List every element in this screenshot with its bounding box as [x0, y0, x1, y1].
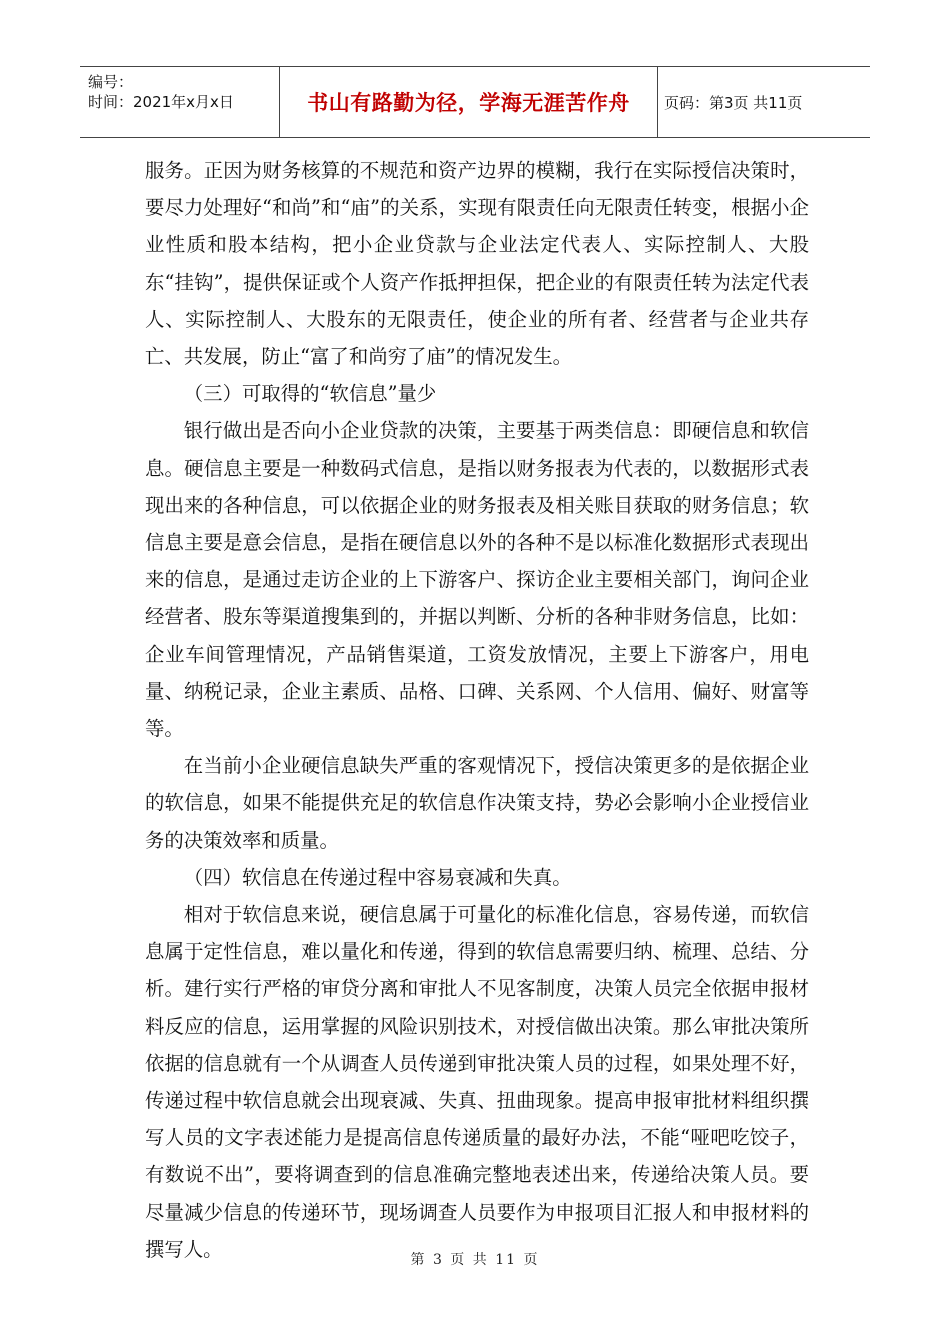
document-time-label: 时间：2021年x月x日: [88, 93, 234, 111]
body-paragraph: 在当前小企业硬信息缺失严重的客观情况下，授信决策更多的是依据企业的软信息，如果不能提供充足的软信息作决策支持，势必会影响小企业授信业务的决策效率和质量。: [145, 754, 809, 852]
header-page-info: 页码：第3页 共11页: [664, 93, 803, 112]
page-footer: 第 3 页 共 11 页: [410, 1252, 540, 1268]
header-meta: [80, 67, 280, 137]
header-page-cell: [658, 67, 870, 137]
header-motto-cell: [280, 67, 658, 137]
page-header: [80, 66, 870, 138]
section-heading: （四）软信息在传递过程中容易衰减和失真。: [183, 865, 572, 889]
body-paragraph: 服务。正因为财务核算的不规范和资产边界的模糊，我行在实际授信决策时，要尽力处理好“和尚”和“庙”的关系，实现有限责任向无限责任转变，根据小企业性质和股本结构，把小企业贷款与企业法定代表人、实际控制人、大股东“挂钩”，提供保证或个人资产作抵押担保，把企业的有限责任转为法定代表人、实际控制人、大股东的无限责任，使企业的所有者、经营者与企业共存亡、共发展，防止“富了和尚穷了庙”的情况发生。: [145, 159, 809, 369]
document-body: [145, 152, 809, 1268]
document-number-label: 编号：: [88, 73, 134, 91]
section-heading: （三）可取得的“软信息”量少: [183, 382, 437, 406]
header-motto: 书山有路勤为径，学海无涯苦作舟: [307, 91, 630, 115]
body-paragraph: 银行做出是否向小企业贷款的决策，主要基于两类信息：即硬信息和软信息。硬信息主要是一种数码式信息，是指以财务报表为代表的，以数据形式表现出来的各种信息，可以依据企业的财务报表及相关账目获取的财务信息；软信息主要是意会信息，是指在硬信息以外的各种不是以标准化数据形式表现出来的信息，是通过走访企业的上下游客户、探访企业主要相关部门，询问企业经营者、股东等渠道搜集到的，并据以判断、分析的各种非财务信息，比如：企业车间管理情况，产品销售渠道，工资发放情况，主要上下游客户，用电量、纳税记录，企业主素质、品格、口碑、关系网、个人信用、偏好、财富等等。: [145, 419, 809, 741]
body-paragraph: 相对于软信息来说，硬信息属于可量化的标准化信息，容易传递，而软信息属于定性信息，难以量化和传递，得到的软信息需要归纳、梳理、总结、分析。建行实行严格的审贷分离和审批人不见客制度，决策人员完全依据申报材料反应的信息，运用掌握的风险识别技术，对授信做出决策。那么审批决策所依据的信息就有一个从调查人员传递到审批决策人员的过程，如果处理不好，传递过程中软信息就会出现衰减、失真、扭曲现象。提高申报审批材料组织撰写人员的文字表述能力是提高信息传递质量的最好办法，不能“哑吧吃饺子，有数说不出”，要将调查到的信息准确完整地表述出来，传递给决策人员。要尽量减少信息的传递环节，现场调查人员要作为申报项目汇报人和申报材料的撰写人。: [145, 903, 809, 1261]
